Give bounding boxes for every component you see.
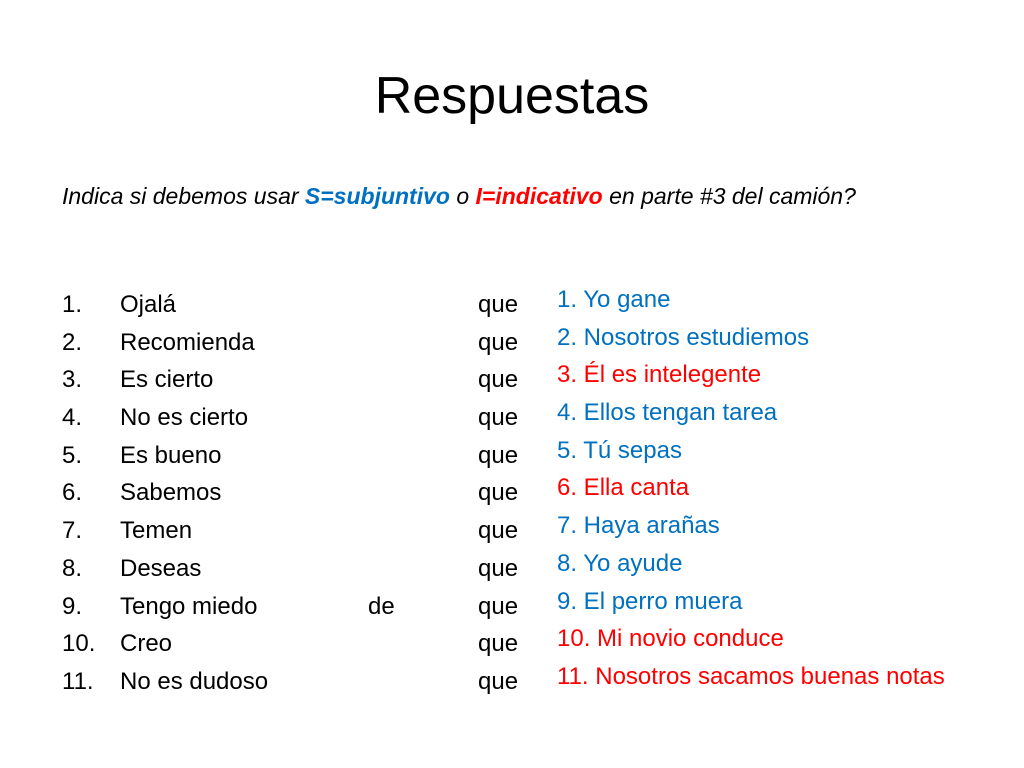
- instructions-text: [62, 182, 922, 211]
- subjuntivo-label: S=subjuntivo: [304, 183, 450, 209]
- prompt-number: 6.: [62, 479, 83, 507]
- prompt-text: Tengo miedo: [120, 592, 258, 620]
- prompt-text: Recomienda: [120, 328, 255, 356]
- answer-item-indicativo: 10. Mi novio conduce: [557, 625, 784, 653]
- prompt-text: Temen: [120, 517, 193, 545]
- prompt-text: Es cierto: [120, 366, 214, 394]
- answer-item-indicativo: 6. Ella canta: [557, 474, 690, 502]
- answer-list: [557, 281, 1024, 696]
- prompt-number: 2.: [62, 328, 83, 356]
- prompt-item: [62, 361, 542, 399]
- answer-item-subjuntivo: 7. Haya arañas: [557, 512, 720, 540]
- prompt-item: [62, 399, 542, 437]
- answer-item-subjuntivo: 2. Nosotros estudiemos: [557, 323, 810, 351]
- answer-item-indicativo: 11. Nosotros sacamos buenas notas: [557, 662, 945, 690]
- prompt-item: [62, 512, 542, 550]
- prompt-text: Ojalá: [120, 291, 177, 318]
- prompt-item: [62, 625, 542, 663]
- prompt-que: que: [478, 554, 519, 582]
- prompt-item: [62, 663, 542, 701]
- prompt-text: Creo: [120, 630, 173, 658]
- prompt-connector: de: [368, 592, 395, 620]
- answer-item-indicativo: 3. Él es intelegente: [557, 361, 762, 389]
- prompt-que: que: [478, 667, 519, 695]
- prompt-que: que: [478, 630, 519, 658]
- answer-item-subjuntivo: 1. Yo gane: [557, 286, 671, 313]
- prompt-number: 7.: [62, 517, 83, 545]
- prompt-item: [62, 437, 542, 475]
- prompt-que: que: [478, 479, 519, 507]
- prompt-que: que: [478, 366, 519, 394]
- instructions-part-3: en parte #3 del camión?: [602, 183, 856, 209]
- prompt-number: 10.: [62, 630, 96, 658]
- answer-item-subjuntivo: 4. Ellos tengan tarea: [557, 399, 778, 427]
- prompt-number: 4.: [62, 404, 83, 432]
- prompt-que: que: [478, 441, 519, 469]
- prompt-que: que: [478, 517, 519, 545]
- prompt-number: 1.: [62, 291, 83, 318]
- prompt-number: 9.: [62, 592, 83, 620]
- prompt-text: Deseas: [120, 554, 202, 582]
- indicativo-label: I=indicativo: [475, 183, 603, 209]
- prompt-que: que: [478, 592, 519, 620]
- prompt-list: [62, 286, 542, 701]
- prompt-text: No es cierto: [120, 404, 249, 432]
- prompt-number: 8.: [62, 554, 83, 582]
- prompt-text: No es dudoso: [120, 667, 269, 695]
- answer-item-subjuntivo: 8. Yo ayude: [557, 549, 683, 577]
- prompt-item: [62, 588, 542, 626]
- answer-item-subjuntivo: 9. El perro muera: [557, 587, 743, 615]
- prompt-item: [62, 324, 542, 362]
- prompt-que: que: [478, 291, 519, 318]
- answer-item-subjuntivo: 5. Tú sepas: [557, 436, 682, 464]
- instructions-part-2: o: [449, 183, 476, 209]
- prompt-item: [62, 550, 542, 588]
- prompt-number: 11.: [62, 667, 94, 695]
- prompt-number: 3.: [62, 366, 83, 394]
- prompt-item: [62, 474, 542, 512]
- instructions-part-1: Indica si debemos usar: [62, 183, 305, 209]
- prompt-que: que: [478, 328, 519, 356]
- prompt-number: 5.: [62, 441, 83, 469]
- prompt-text: Sabemos: [120, 479, 222, 507]
- slide-title: Respuestas: [374, 67, 650, 125]
- prompt-text: Es bueno: [120, 441, 222, 469]
- prompt-que: que: [478, 404, 519, 432]
- prompt-item: [62, 286, 542, 324]
